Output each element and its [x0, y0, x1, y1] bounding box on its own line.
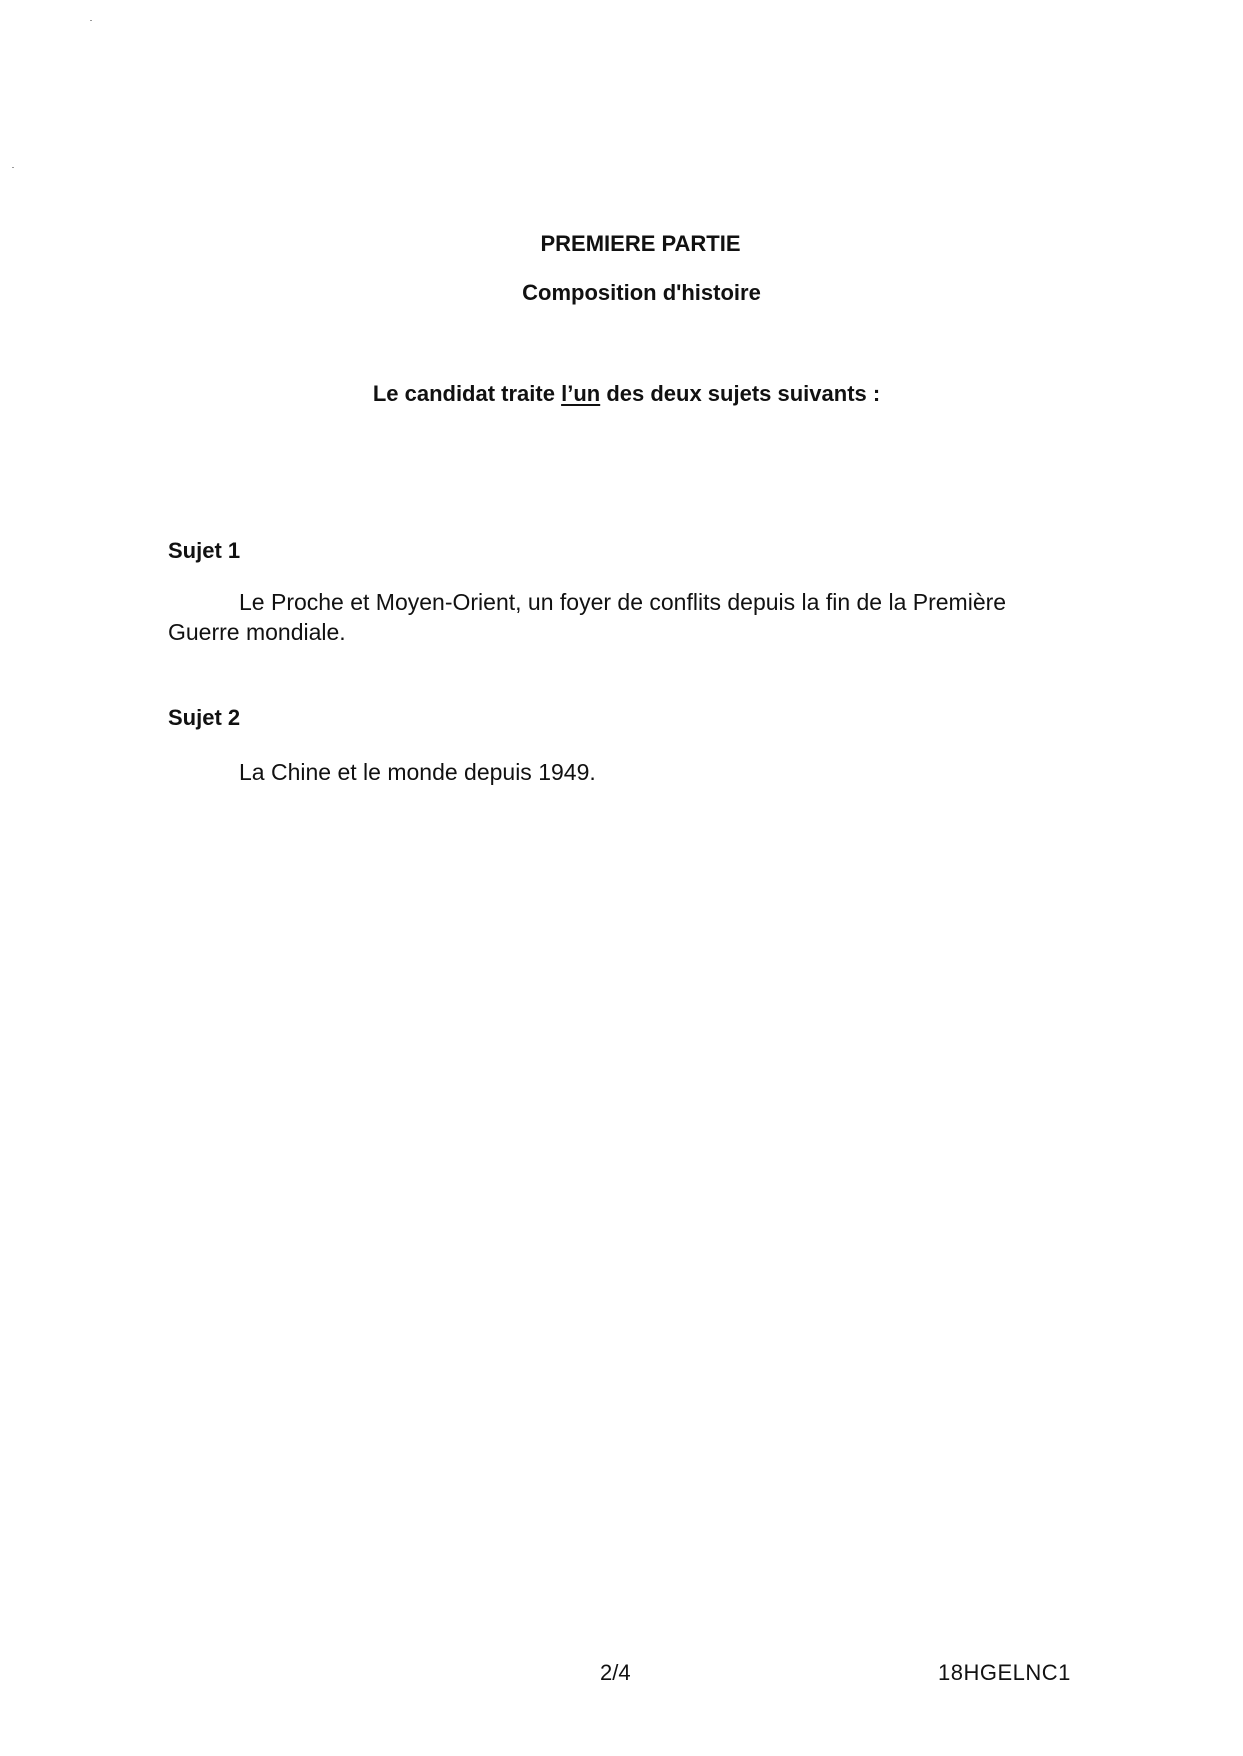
scan-speck: [12, 167, 14, 168]
instruction-after: des deux sujets suivants :: [600, 381, 881, 406]
subject-2-heading: Sujet 2: [168, 705, 241, 730]
part-title: PREMIERE PARTIE: [540, 231, 741, 256]
instruction-underlined: l’un: [561, 381, 601, 406]
page-number: 2/4: [600, 1660, 631, 1685]
instruction-before: Le candidat traite: [372, 381, 562, 406]
instruction: [0, 380, 1243, 408]
subject-1-heading: Sujet 1: [168, 538, 241, 563]
section-subtitle: Composition d'histoire: [522, 280, 761, 305]
subject-2-text: La Chine et le monde depuis 1949.: [239, 759, 596, 785]
subject-1-text: Le Proche et Moyen-Orient, un foyer de conflits depuis la fin de la Première Guerre mondiale.: [168, 589, 1007, 645]
exam-code: 18HGELNC1: [938, 1660, 1071, 1685]
scan-speck: [90, 20, 92, 21]
